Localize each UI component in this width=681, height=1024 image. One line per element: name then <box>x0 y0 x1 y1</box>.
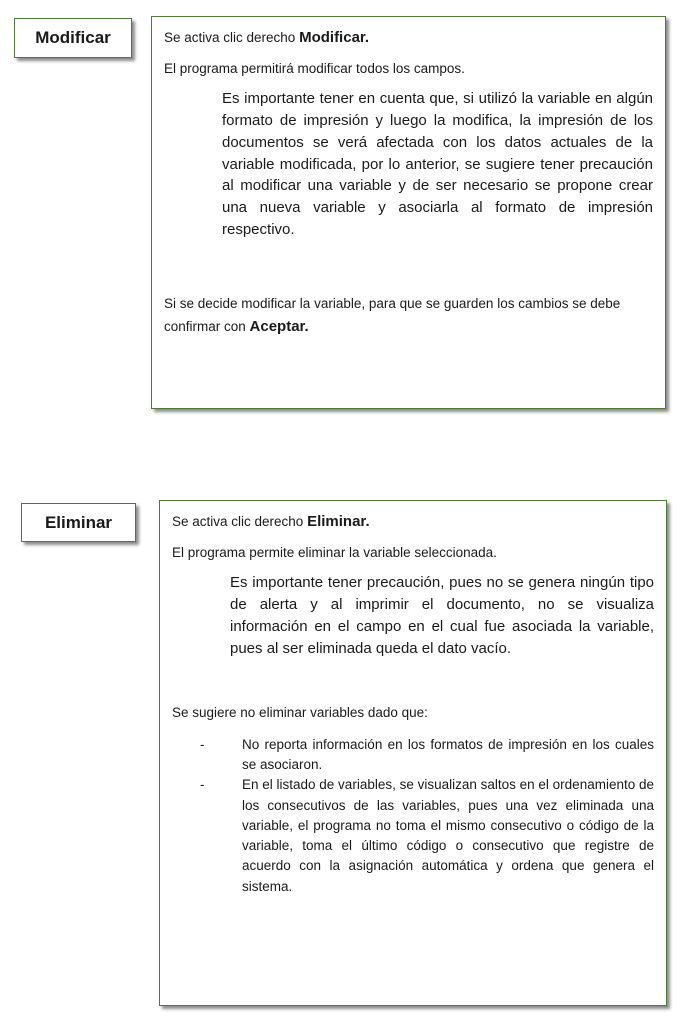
eliminar-label: Eliminar <box>44 512 113 532</box>
eliminar-bullet-list <box>200 735 654 897</box>
list-item <box>200 735 654 776</box>
eliminar-activation-text: Se activa clic derecho <box>172 514 308 529</box>
modificar-description: El programa permitirá modificar todos los campos. <box>164 60 465 76</box>
eliminar-description: El programa permite eliminar la variable seleccionada. <box>172 544 497 560</box>
modificar-content-box <box>151 16 666 409</box>
modificar-confirm-text <box>164 293 653 340</box>
bullet-text: No reporta información en los formatos de impresión en los cuales se asociaron. <box>242 736 654 773</box>
modificar-activation-line <box>164 27 653 49</box>
modificar-label: Modificar <box>35 28 111 47</box>
eliminar-note: Es importante tener precaución, pues no se genera ningún tipo de alerta y al imprimir el documento, no se visualiza información en el campo en el cual fue asociada la variable, pues al ser eliminada queda el dato vacío. <box>230 574 654 657</box>
bullet-dash: - <box>200 736 205 752</box>
bullet-text: En el listado de variables, se visualizan saltos en el ordenamiento de los consecutivos de las variables, pues una vez eliminada una variable, el programa no toma el mismo consecutivo o código de la variable, toma el último código o consecutivo que registre de acuerdo con la asignación automática y ordena que genera el sistema. <box>242 777 654 894</box>
list-item <box>200 775 654 897</box>
bullet-dash: - <box>200 777 205 793</box>
modificar-action-name: Modificar. <box>299 29 370 46</box>
modificar-activation-text: Se activa clic derecho <box>164 30 300 45</box>
eliminar-action-name: Eliminar. <box>307 513 370 530</box>
eliminar-suggest: Se sugiere no eliminar variables dado que: <box>172 705 428 721</box>
eliminar-label-box <box>21 503 136 542</box>
modificar-confirm-action: Aceptar. <box>249 317 309 335</box>
eliminar-activation-line <box>172 511 654 533</box>
eliminar-content-box <box>159 500 667 1006</box>
modificar-confirm-prefix: Si se decide modificar la variable, para que se guarden los cambios se debe confirmar con <box>164 295 621 334</box>
modificar-label-box <box>14 18 132 58</box>
modificar-note: Es importante tener en cuenta que, si utilizó la variable en algún formato de impresión y luego la modifica, la impresión de los documentos se verá afectada con los datos actuales de la variable modificada, por lo anterior, se sugiere tener precaución al modificar una variable y de ser necesario se propone crear una nueva variable y asociarla al formato de impresión respectivo. <box>222 90 653 238</box>
